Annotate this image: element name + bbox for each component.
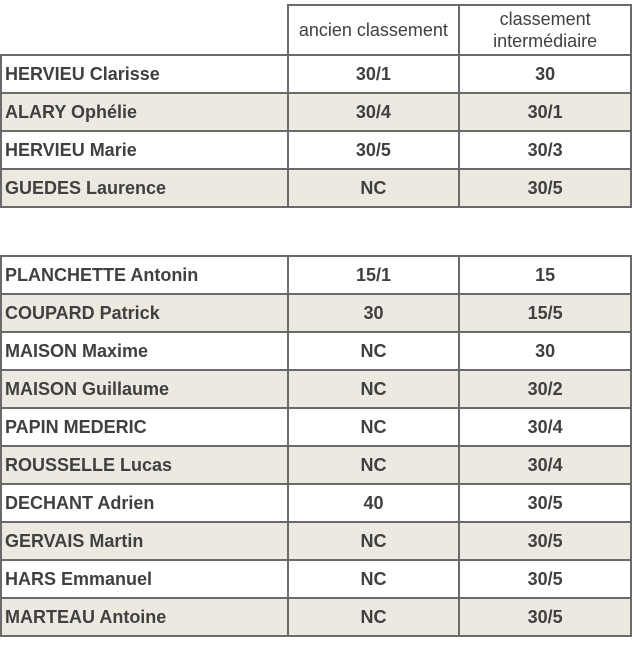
men-ranking-table [0,255,632,637]
table-row [1,169,631,207]
table-row [1,93,631,131]
header-row [1,5,631,55]
header-blank-cell [1,5,288,55]
table-row [1,560,631,598]
player-name: MARTEAU Antoine [1,598,288,636]
table-row [1,294,631,332]
header-old-ranking: ancien classement [288,5,460,55]
old-ranking: NC [288,370,460,408]
table-row [1,446,631,484]
old-ranking: NC [288,332,460,370]
player-name: ALARY Ophélie [1,93,288,131]
intermediate-ranking: 30/4 [459,446,631,484]
old-ranking: NC [288,560,460,598]
old-ranking: NC [288,408,460,446]
player-name: DECHANT Adrien [1,484,288,522]
old-ranking: 30/4 [288,93,460,131]
header-intermediate-ranking: classement intermédiaire [459,5,631,55]
player-name: GUEDES Laurence [1,169,288,207]
intermediate-ranking: 30/2 [459,370,631,408]
intermediate-ranking: 30/5 [459,169,631,207]
table-row [1,370,631,408]
intermediate-ranking: 30 [459,332,631,370]
player-name: COUPARD Patrick [1,294,288,332]
old-ranking: 40 [288,484,460,522]
intermediate-ranking: 15 [459,256,631,294]
player-name: MAISON Guillaume [1,370,288,408]
women-ranking-table [0,4,632,208]
intermediate-ranking: 30/5 [459,522,631,560]
intermediate-ranking: 30/4 [459,408,631,446]
intermediate-ranking: 15/5 [459,294,631,332]
table-row [1,131,631,169]
table-row [1,55,631,93]
player-name: HARS Emmanuel [1,560,288,598]
player-name: ROUSSELLE Lucas [1,446,288,484]
old-ranking: 30/1 [288,55,460,93]
old-ranking: NC [288,598,460,636]
intermediate-ranking: 30 [459,55,631,93]
old-ranking: NC [288,446,460,484]
intermediate-ranking: 30/5 [459,560,631,598]
intermediate-ranking: 30/1 [459,93,631,131]
table-row [1,256,631,294]
player-name: HERVIEU Marie [1,131,288,169]
table-row [1,332,631,370]
table-row [1,598,631,636]
old-ranking: NC [288,169,460,207]
table-row [1,522,631,560]
old-ranking: 30 [288,294,460,332]
player-name: PAPIN MEDERIC [1,408,288,446]
player-name: MAISON Maxime [1,332,288,370]
player-name: GERVAIS Martin [1,522,288,560]
intermediate-ranking: 30/5 [459,484,631,522]
old-ranking: NC [288,522,460,560]
intermediate-ranking: 30/5 [459,598,631,636]
table-row [1,408,631,446]
old-ranking: 30/5 [288,131,460,169]
table-row [1,484,631,522]
old-ranking: 15/1 [288,256,460,294]
intermediate-ranking: 30/3 [459,131,631,169]
player-name: HERVIEU Clarisse [1,55,288,93]
player-name: PLANCHETTE Antonin [1,256,288,294]
